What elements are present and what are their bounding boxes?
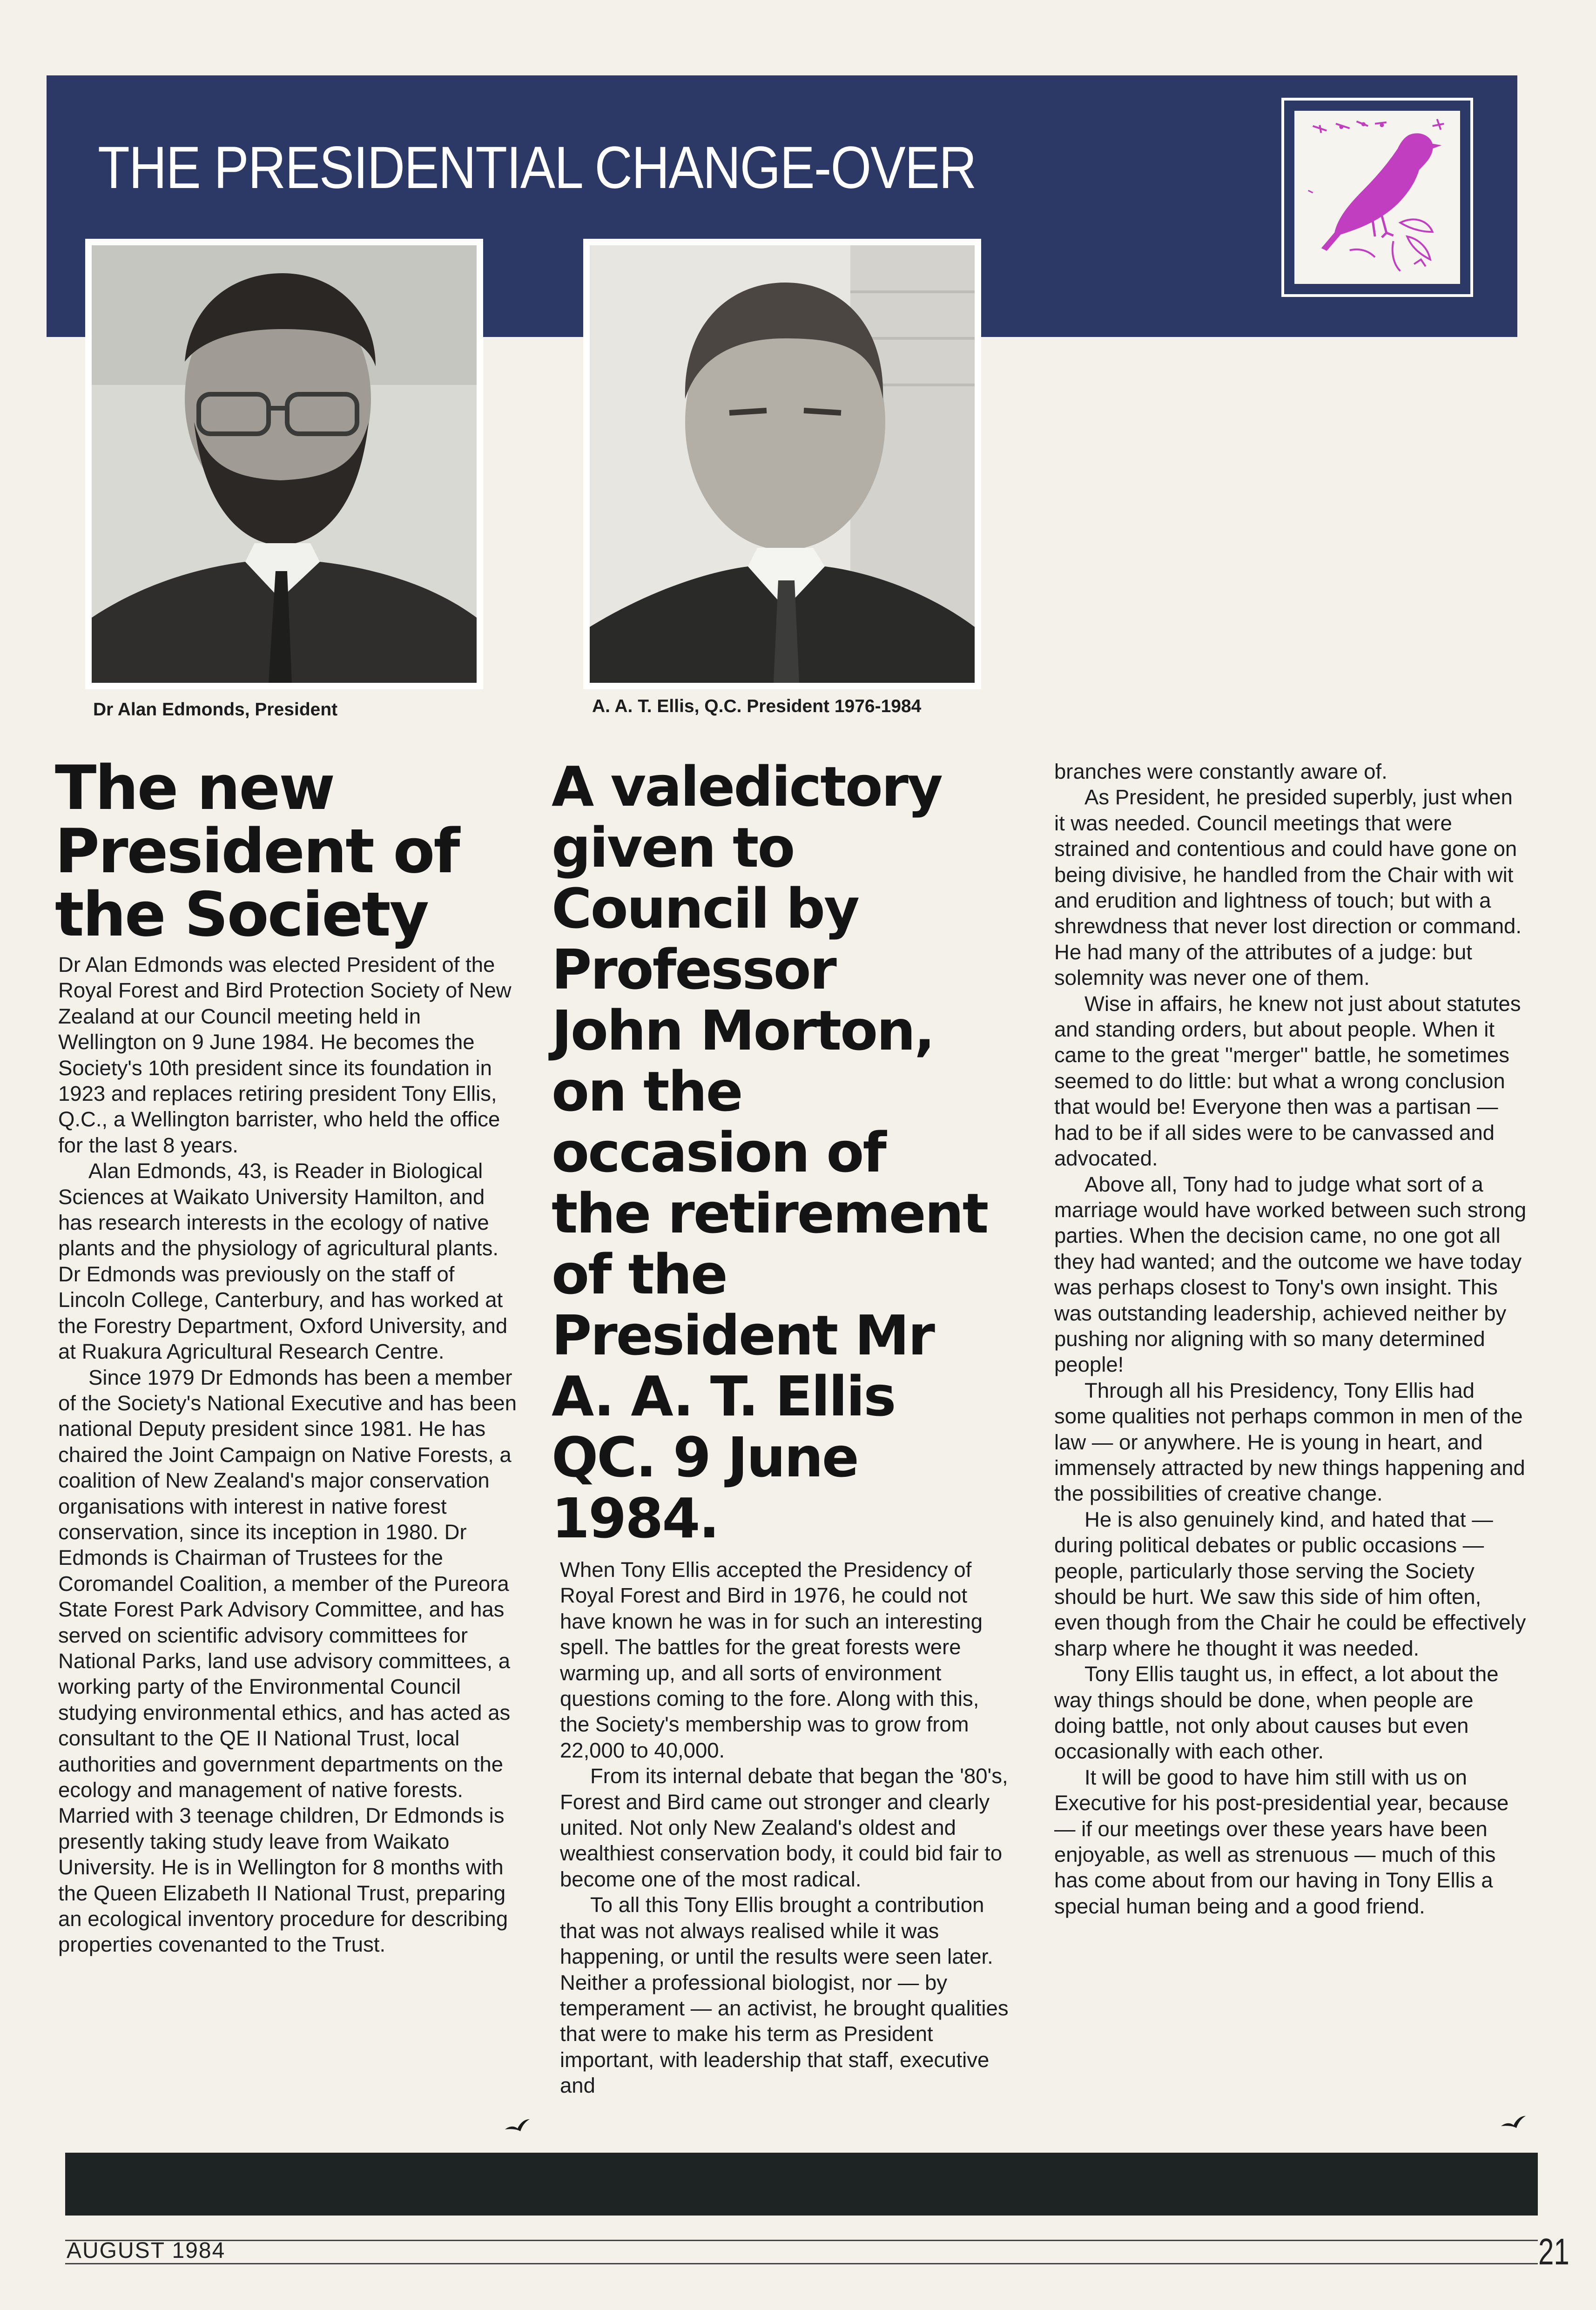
headline-line: Council by <box>552 876 858 941</box>
paragraph: He is also genuinely kind, and hated that — during political debates or public occasions — people, particularly those serving the Society should be hurt. We saw this side of him often, even though from the Chair he could be effectively sharp where he thought it was needed. <box>1054 1507 1526 1660</box>
photo-ellis <box>583 239 981 689</box>
issue-date: AUGUST 1984 <box>67 2238 226 2263</box>
logo-frame <box>1281 98 1473 297</box>
end-mark-bird-icon <box>503 2115 531 2134</box>
paragraph: Since 1979 Dr Edmonds has been a member of the Society's National Executive and has been national Deputy president since 1981. He has chaired the Joint Campaign on Native Forests, a coalition of New Zealand's major conservation organisations with interest in native forest conservation, since its inception in 1980. Dr Edmonds is Chairman of Trustees for the Coromandel Coalition, a member of the Pureora State Forest Park Advisory Committee, and has served on scientific advisory committees for National Parks, land use advisory committees, a working party of the Environmental Council studying environmental ethics, and has acted as consultant to the QE II National Trust, local authorities and government departments on the ecology and management of native forests. Married with 3 teenage children, Dr Edmonds is presently taking study leave from Waikato University. He is in Wellington for 8 months with the Queen Elizabeth II National Trust, preparing an ecological inventory procedure for describing properties covenanted to the Trust. <box>58 1365 517 1957</box>
headline-line: Professor <box>552 937 835 1002</box>
headline-line: A. A. T. Ellis <box>552 1364 895 1428</box>
paragraph: Above all, Tony had to judge what sort of a marriage would have worked between such strong parties. When the decision came, no one got all they had wanted; and the outcome we have today was perhaps closest to Tony's own insight. This was outstanding leadership, achieved neither by pushing nor aligning with so many determined people! <box>1054 1172 1527 1377</box>
paragraph: When Tony Ellis accepted the Presidency of Royal Forest and Bird in 1976, he could not have known he was in for such an interesting spell. The battles for the great forests were warming up, and all sorts of environment questions coming to the fore. Along with this, the Society's membership was to grow from 22,000 to 40,000. <box>560 1558 983 1762</box>
headline-line: The new <box>55 752 334 823</box>
article2-body-column-2 <box>1054 759 1529 1919</box>
headline-line: QC. 9 June <box>552 1425 858 1489</box>
paragraph: It will be good to have him still with us on Executive for his post-presidential year, because — if our meetings over these years have been enjoyable, as well as strenuous — much of this has come about from our having in Tony Ellis a special human being and a good friend. <box>1054 1765 1509 1918</box>
headline-line: given to <box>552 815 794 880</box>
paragraph: Tony Ellis taught us, in effect, a lot about the way things should be done, when people are doing battle, not only about causes but even occasionally with each other. <box>1054 1662 1499 1764</box>
photo-caption-ellis: A. A. T. Ellis, Q.C. President 1976-1984 <box>592 696 922 716</box>
headline-line: President of <box>55 815 459 887</box>
page-number: 21 <box>1538 2231 1569 2272</box>
paragraph: Alan Edmonds, 43, is Reader in Biological Sciences at Waikato University Hamilton, and has research interests in the ecology of native plants and the physiology of agricultural plants. Dr Edmonds was previously on the staff of Lincoln College, Canterbury, and has worked at the Forestry Department, Oxford University, and at Ruakura Agricultural Research Centre. <box>58 1159 508 1364</box>
paragraph: To all this Tony Ellis brought a contribution that was not always realised while it was happening, or until the results were seen later. Neither a professional biologist, nor — by temperament — an activist, he brought qualities that were to make his term as President important, with leadership that staff, executive and <box>560 1893 1009 2098</box>
footer-bar <box>65 2153 1538 2216</box>
paragraph: Dr Alan Edmonds was elected President of the Royal Forest and Bird Protection Society of New Zealand at our Council meeting held in Wellington on 9 June 1984. He becomes the Society's 10th president since its foundation in 1923 and replaces retiring president Tony Ellis, Q.C., a Wellington barrister, who held the office for the last 8 years. <box>58 953 512 1157</box>
article1-headline <box>55 752 459 950</box>
headline-line: 1984. <box>552 1486 719 1550</box>
kokako-bird-logo-icon <box>1294 111 1460 284</box>
paragraph: As President, he presided superbly, just when it was needed. Council meetings that were strained and contentious and could have gone on being divisive, he handled from the Chair with wit and erudition and lightness of touch; but with a shrewdness that never lost direction or command. He had many of the attributes of a judge: but solemnity was never one of them. <box>1054 785 1522 990</box>
portrait-ellis-image <box>590 245 975 683</box>
photo-alan-edmonds <box>85 239 483 689</box>
headline-line: the Society <box>55 879 428 950</box>
article2-body-column-1 <box>560 1557 1014 2099</box>
end-mark-bird-icon <box>1499 2112 1527 2131</box>
footer-rule-top <box>65 2240 1538 2241</box>
headline-line: President Mr <box>552 1303 934 1367</box>
headline-line: A valedictory <box>552 754 942 819</box>
logo-background <box>1294 111 1460 284</box>
paragraph: Wise in affairs, he knew not just about statutes and standing orders, but about people. When it came to the great ''merger'' battle, he sometimes seemed to do little: but what a wrong conclusion that would be! Everyone then was a partisan — had to be if all sides were to be canvassed and advocated. <box>1054 991 1521 1171</box>
headline-line: John Morton, <box>552 998 934 1063</box>
photo-caption-edmonds: Dr Alan Edmonds, President <box>93 700 338 720</box>
headline-line: the retirement <box>552 1181 988 1246</box>
headline-line: of the <box>552 1242 727 1307</box>
article2-headline <box>552 756 987 1549</box>
page-title: THE PRESIDENTIAL CHANGE-OVER <box>98 135 976 201</box>
article1-body <box>58 952 524 1958</box>
headline-line: on the <box>552 1059 742 1124</box>
paragraph: From its internal debate that began the '80's, Forest and Bird came out stronger and clearly united. Not only New Zealand's oldest and wealthiest conservation body, it could bid fair to become one of the most radical. <box>560 1764 1008 1891</box>
paragraph: Through all his Presidency, Tony Ellis had some qualities not perhaps common in men of the law — or anywhere. He is young in heart, and immensely attracted by new things happening and the possibilities of creative change. <box>1054 1378 1525 1506</box>
portrait-edmonds-image <box>92 245 477 683</box>
headline-line: occasion of <box>552 1120 885 1185</box>
footer-rule-bottom <box>65 2263 1538 2264</box>
paragraph: branches were constantly aware of. <box>1054 760 1387 783</box>
